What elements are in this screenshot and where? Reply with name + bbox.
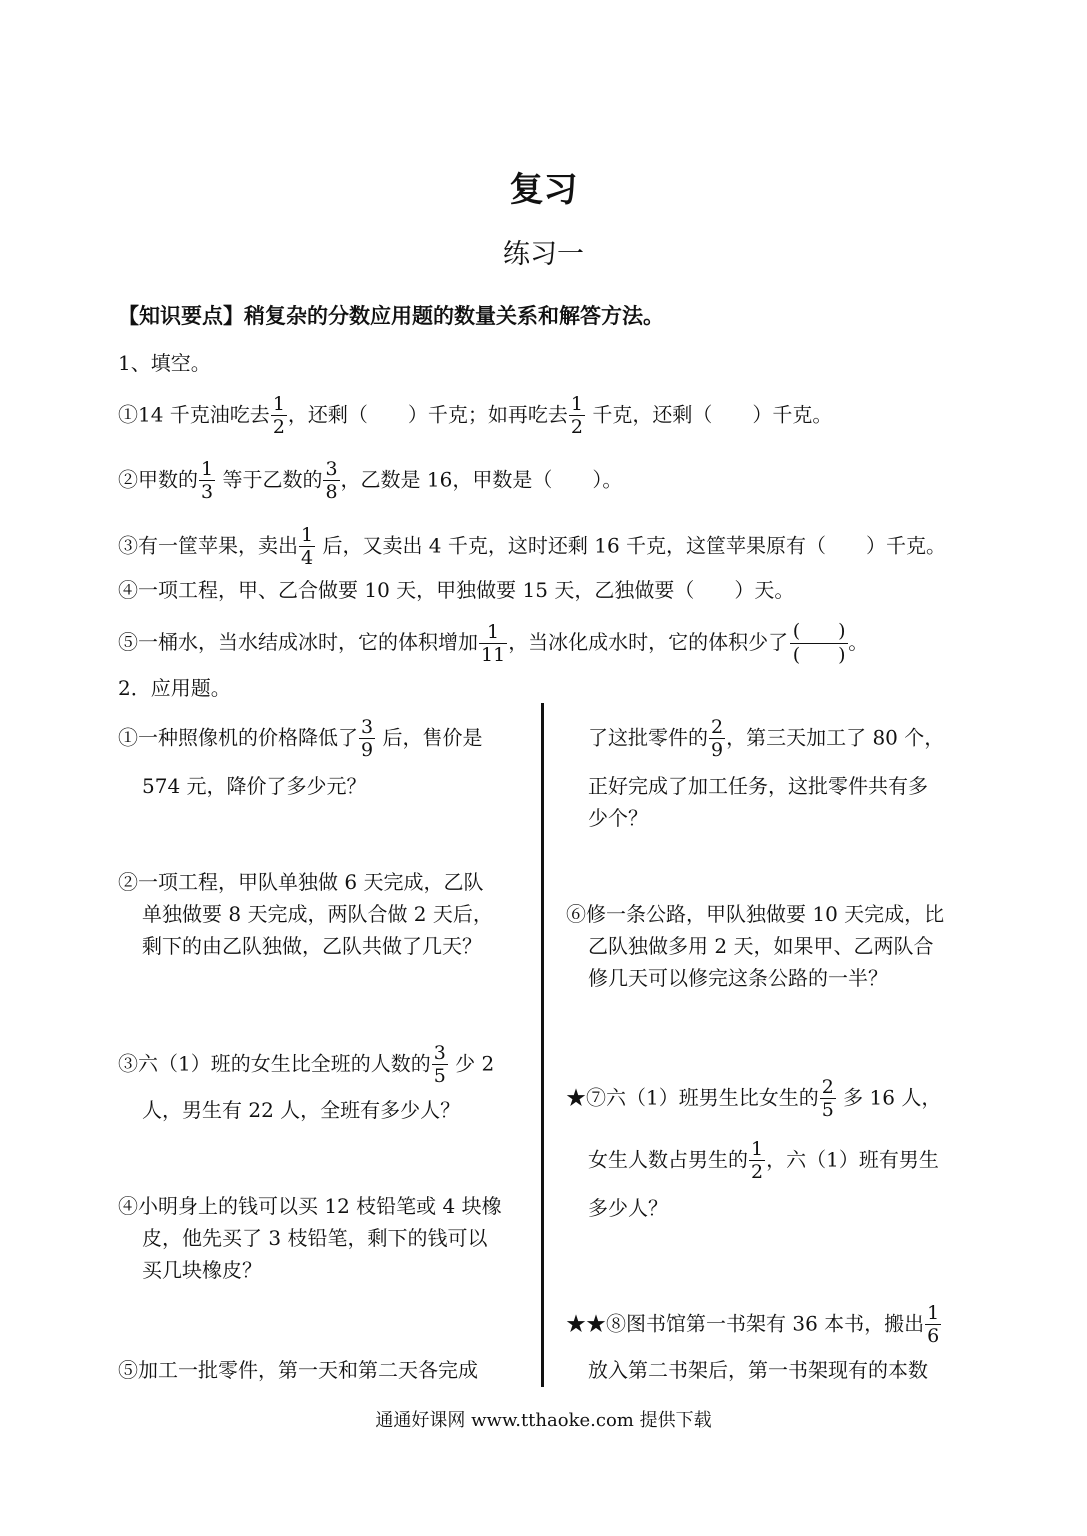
app-question-7-line3: 多少人？ — [588, 1196, 668, 1220]
app-question-2-line3: 剩下的由乙队独做，乙队共做了几天？ — [142, 934, 482, 958]
fill-question-2: ②甲数的 $\frac{1}{3}$ 等于乙数的 $\frac{3}{8}$ ，乙数是 16，甲数是（ ）。 — [118, 458, 623, 503]
section1-heading: 1、填空。 — [118, 351, 211, 375]
fraction: $\frac{1}{4}$ — [301, 524, 314, 569]
app-question-5-cont: 了这批零件的 $\frac{2}{9}$ ，第三天加工了 80 个， — [588, 716, 945, 761]
page-title: 复习 — [509, 170, 578, 210]
fraction: $\frac{3}{9}$ — [361, 716, 374, 761]
app-question-6: ⑥修一条公路，甲队独做要 10 天完成，比 — [566, 902, 945, 926]
app-question-4-line2: 皮，他先买了 3 枝铅笔，剩下的钱可以 — [142, 1226, 488, 1250]
fraction: $\frac{1}{6}$ — [927, 1302, 940, 1347]
app-question-8: ★★⑧图书馆第一书架有 36 本书，搬出 $\frac{1}{6}$ — [566, 1302, 940, 1347]
app-question-2-line2: 单独做要 8 天完成，两队合做 2 天后， — [142, 902, 493, 926]
fill-question-3: ③有一筐苹果，卖出 $\frac{1}{4}$ 后，又卖出 4 千克，这时还剩 16 千克，这筐苹果原有（ ）千克。 — [118, 524, 947, 569]
fraction: $\frac{1}{3}$ — [201, 458, 214, 503]
app-question-7-line2: 女生人数占男生的 $\frac{1}{2}$ ，六（1）班有男生 — [588, 1138, 939, 1183]
app-question-5-line3: 正好完成了加工任务，这批零件共有多 — [588, 774, 928, 798]
app-question-3: ③六（1）班的女生比全班的人数的 $\frac{3}{5}$ 少 2 — [118, 1042, 495, 1087]
app-question-4: ④小明身上的钱可以买 12 枝铅笔或 4 块橡 — [118, 1194, 502, 1218]
footer-credit: 通通好课网 www.tthaoke.com 提供下载 — [375, 1410, 712, 1431]
app-question-1: ①一种照像机的价格降低了 $\frac{3}{9}$ 后，售价是 — [118, 716, 483, 761]
fraction: $\frac{1}{2}$ — [570, 393, 583, 438]
fraction: $\frac{3}{5}$ — [433, 1042, 446, 1087]
fraction: $\frac{3}{8}$ — [325, 458, 338, 503]
page-subtitle: 练习一 — [503, 239, 584, 270]
app-question-1-line2: 574 元，降价了多少元？ — [142, 774, 367, 798]
key-points: 【知识要点】稍复杂的分数应用题的数量关系和解答方法。 — [118, 304, 664, 328]
app-question-6-line3: 修几天可以修完这条公路的一半？ — [588, 966, 888, 990]
app-question-7: ★⑦六（1）班男生比女生的 $\frac{2}{5}$ 多 16 人， — [566, 1076, 942, 1121]
column-divider — [541, 703, 544, 1387]
app-question-2: ②一项工程，甲队单独做 6 天完成，乙队 — [118, 870, 484, 894]
app-question-6-line2: 乙队独做多用 2 天，如果甲、乙两队合 — [588, 934, 934, 958]
app-question-3-line2: 人，男生有 22 人，全班有多少人？ — [142, 1098, 461, 1122]
app-question-5-line4: 少个？ — [588, 806, 648, 830]
fraction: $\frac{1}{2}$ — [751, 1138, 764, 1183]
app-question-8-line2: 放入第二书架后，第一书架现有的本数 — [588, 1358, 928, 1382]
fraction: $\frac{1}{11}$ — [481, 620, 506, 666]
fill-question-4: ④一项工程，甲、乙合做要 10 天，甲独做要 15 天，乙独做要（ ）天。 — [118, 578, 795, 602]
fraction: $\frac{2}{9}$ — [711, 716, 724, 761]
fill-question-5: ⑤一桶水，当水结成冰时，它的体积增加 $\frac{1}{11}$ ，当冰化成水时，它的体积少了 ( ) ( ) 。 — [118, 620, 869, 666]
fraction: $\frac{1}{2}$ — [272, 393, 285, 438]
fraction: $\frac{2}{5}$ — [821, 1076, 834, 1121]
app-question-5: ⑤加工一批零件，第一天和第二天各完成 — [118, 1358, 478, 1382]
section2-heading: 2．应用题。 — [118, 676, 231, 700]
fill-question-1: ①14 千克油吃去 $\frac{1}{2}$ ，还剩（ ）千克；如再吃去 $\frac{1}{2}$ 千克，还剩（ ）千克。 — [118, 393, 833, 438]
app-question-4-line3: 买几块橡皮？ — [142, 1258, 262, 1282]
answer-fraction-blank: ( ) ( ) — [790, 622, 848, 665]
